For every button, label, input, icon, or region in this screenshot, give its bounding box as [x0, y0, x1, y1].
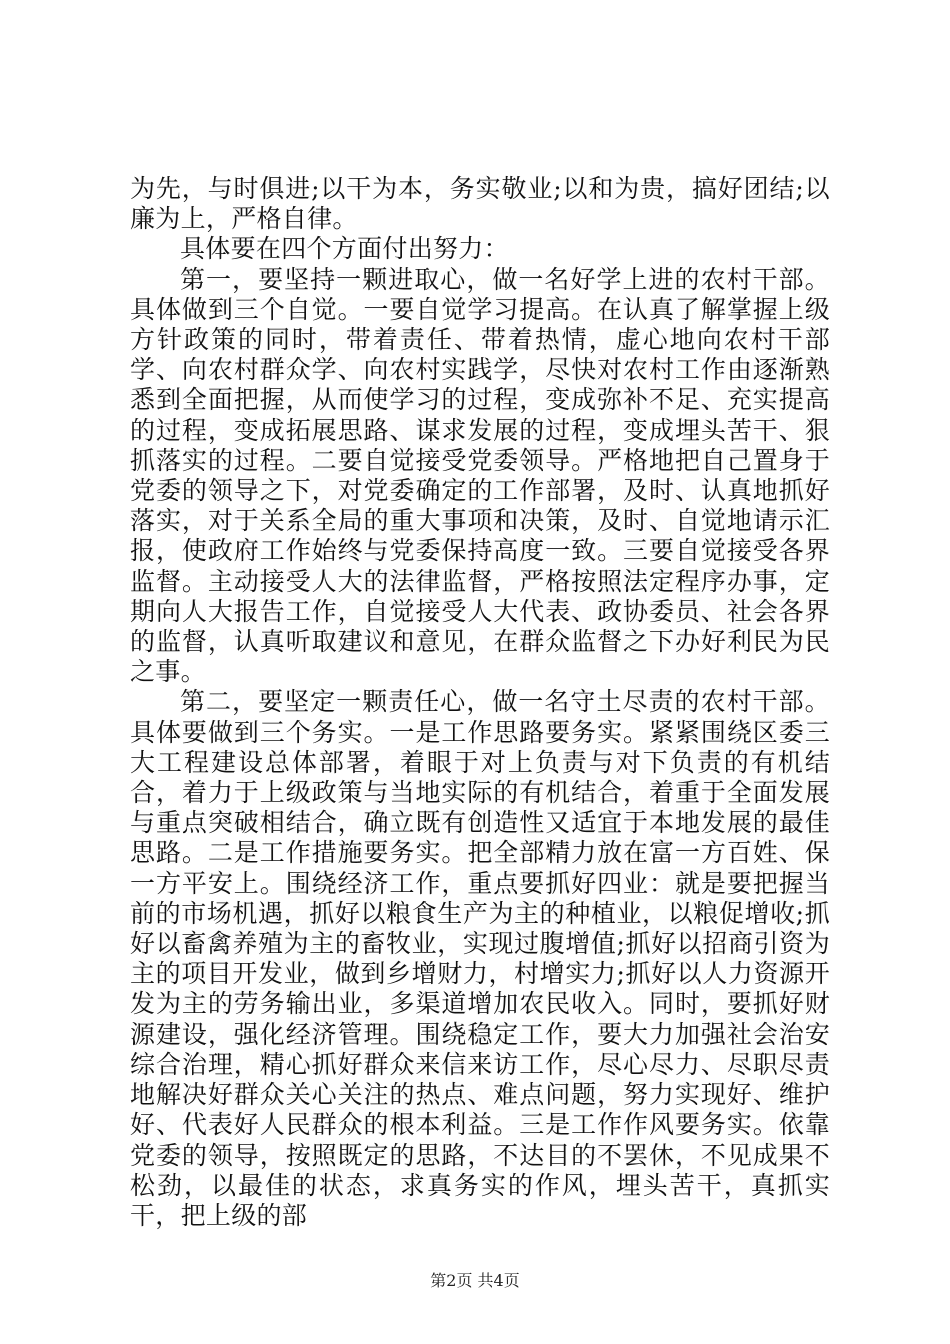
- paragraph-second-point: 第二，要坚定一颗责任心，做一名守土尽责的农村干部。具体要做到三个务实。一是工作思路要务实。紧紧围绕区委三大工程建设总体部署，着眼于对上负责与对下负责的有机结合，着力于上级政策与当地实际的有机结合，着重于全面发展与重点突破相结合，确立既有创造性又适宜于本地发展的最佳思路。二是工作措施要务实。把全部精力放在富一方百姓、保一方平安上。围绕经济工作，重点要抓好四业：就是要把握当前的市场机遇，抓好以粮食生产为主的种植业，以粮促增收;抓好以畜禽养殖为主的畜牧业，实现过腹增值;抓好以招商引资为主的项目开发业，做到乡增财力，村增实力;抓好以人力资源开发为主的劳务输出业，多渠道增加农民收入。同时，要抓好财源建设，强化经济管理。围绕稳定工作，要大力加强社会治安综合治理，精心抓好群众来信来访工作，尽心尽力、尽职尽责地解决好群众关心关注的热点、难点问题，努力实现好、维护好、代表好人民群众的根本利益。三是工作作风要务实。依靠党委的领导，按照既定的思路，不达目的不罢休，不见成果不松劲，以最佳的状态，求真务实的作风，埋头苦干，真抓实干，把上级的部: [130, 687, 830, 1230]
- paragraph-continuation: 为先，与时俱进;以干为本，务实敬业;以和为贵，搞好团结;以廉为上，严格自律。: [130, 174, 830, 234]
- paragraph-intro: 具体要在四个方面付出努力：: [180, 234, 509, 264]
- paragraph-first-point: 第一，要坚持一颗进取心，做一名好学上进的农村干部。具体做到三个自觉。一要自觉学习提高。在认真了解掌握上级方针政策的同时，带着责任、带着热情，虚心地向农村干部学、向农村群众学、向农村实践学，尽快对农村工作由逐渐熟悉到全面把握，从而使学习的过程，变成弥补不足、充实提高的过程，变成拓展思路、谋求发展的过程，变成埋头苦干、狠抓落实的过程。二要自觉接受党委领导。严格地把自己置身于党委的领导之下，对党委确定的工作部署，及时、认真地抓好落实，对于关系全局的重大事项和决策，及时、自觉地请示汇报，使政府工作始终与党委保持高度一致。三要自觉接受各界监督。主动接受人大的法律监督，严格按照法定程序办事，定期向人大报告工作，自觉接受人大代表、政协委员、社会各界的监督，认真听取建议和意见，在群众监督之下办好利民为民之事。: [130, 264, 830, 687]
- page-footer: 第2页 共4页: [430, 1271, 520, 1290]
- document-body: [130, 174, 830, 1231]
